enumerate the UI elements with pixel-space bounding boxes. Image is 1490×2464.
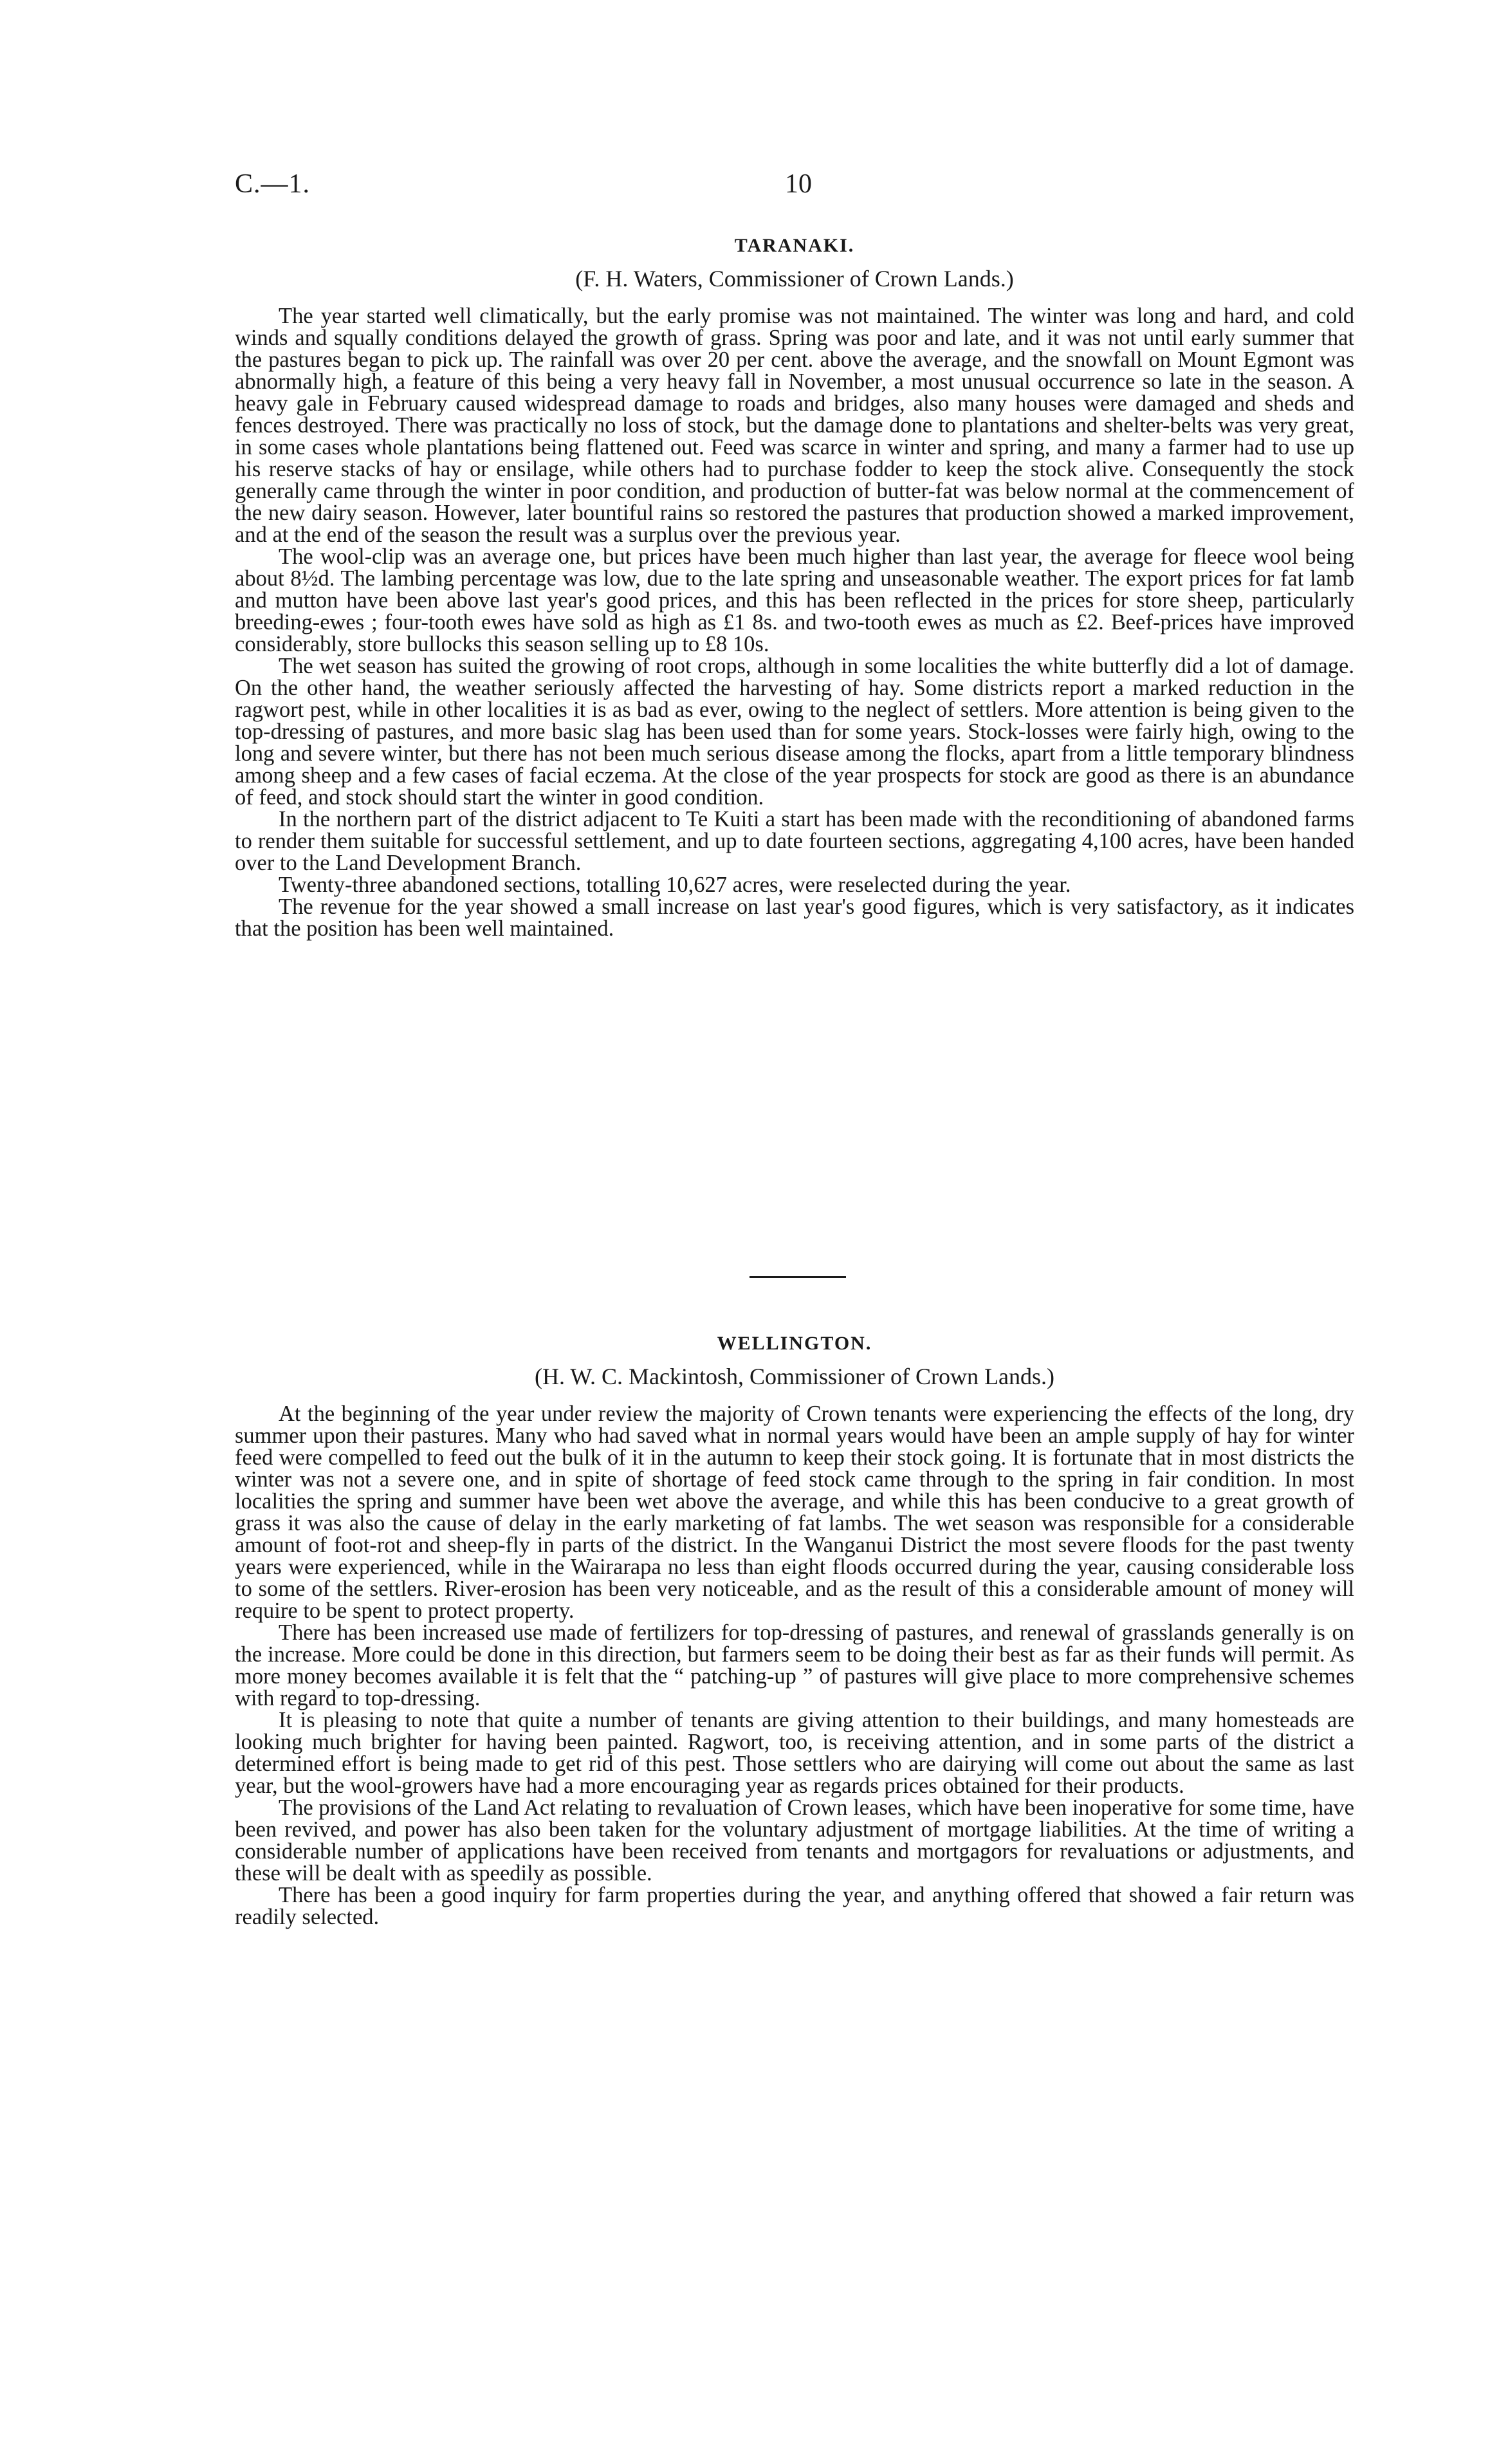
- paragraph: There has been a good inquiry for farm properties during the year, and anything offered that showed a fair return was readily selected.: [235, 1883, 1354, 1929]
- document-reference: C.—1.: [235, 169, 311, 199]
- section-taranaki: [235, 233, 1354, 940]
- paragraph: The wet season has suited the growing of root crops, although in some localities the white butterfly did a lot of damage. On the other hand, the weather seriously affected the harvesting of hay. Some districts report a marked reduction in the ragwort pest, while in other localities it is as bad as ever, owing to the neglect of settlers. More attention is being given to the top-dressing of pastures, and more basic slag has been used than for some years. Stock-losses were fairly high, owing to the long and severe winter, but there has not been much serious disease among the flocks, apart from a little temporary blindness among sheep and a few cases of facial eczema. At the close of the year prospects for stock are good as there is an abundance of feed, and stock should start the winter in good condition.: [235, 654, 1354, 810]
- commissioner-line: (F. H. Waters, Commissioner of Crown Lands.): [575, 266, 1014, 292]
- commissioner-line: (H. W. C. Mackintosh, Commissioner of Crown Lands.): [535, 1364, 1054, 1389]
- page-number: 10: [785, 169, 812, 199]
- paragraph: It is pleasing to note that quite a number of tenants are giving attention to their buildings, and many homesteads are looking much brighter for having been painted. Ragwort, too, is receiving attention, and in some parts of the district a determined effort is being made to get rid of this pest. Those settlers who are dairying will come out about the same as last year, but the wool-growers have had a more encouraging year as regards prices obtained for their products.: [235, 1708, 1354, 1798]
- section-divider: [750, 1276, 846, 1278]
- paragraph: The year started well climatically, but the early promise was not maintained. The winter was long and hard, and cold winds and squally conditions delayed the growth of grass. Spring was poor and late, and it was not until early summer that the pastures began to pick up. The rainfall was over 20 per cent. above the average, and the snowfall on Mount Egmont was abnormally high, a feature of this being a very heavy fall in November, a most unusual occurrence so late in the season. A heavy gale in February caused widespread damage to roads and bridges, also many houses were damaged and sheds and fences destroyed. There was practically no loss of stock, but the damage done to plantations and shelter-belts was very great, in some cases whole plantations being flattened out. Feed was scarce in winter and spring, and many a farmer had to use up his reserve stacks of hay or ensilage, while others had to purchase fodder to keep the stock alive. Consequently the stock generally came through the winter in poor condition, and production of butter-fat was below normal at the commencement of the new dairy season. However, later bountiful rains so restored the pastures that production showed a marked improvement, and at the end of the season the result was a surplus over the previous year.: [235, 304, 1354, 547]
- paragraph: The revenue for the year showed a small increase on last year's good figures, which is very satisfactory, as it indicates that the position has been well maintained.: [235, 894, 1354, 941]
- paragraph: The wool-clip was an average one, but prices have been much higher than last year, the average for fleece wool being about 8½d. The lambing percentage was low, due to the late spring and unseasonable weather. The export prices for fat lamb and mutton have been above last year's good prices, and this has been reflected in the prices for store sheep, particularly breeding-ewes ; four-tooth ewes have sold as high as £1 8s. and two-tooth ewes as much as £2. Beef-prices have improved considerably, store bullocks this season selling up to £8 10s.: [235, 544, 1354, 656]
- paragraph: In the northern part of the district adjacent to Te Kuiti a start has been made with the reconditioning of abandoned farms to render them suitable for successful settlement, and up to date fourteen sections, aggregating 4,100 acres, have been handed over to the Land Development Branch.: [235, 807, 1354, 875]
- section-title: WELLINGTON.: [717, 1333, 872, 1354]
- paragraph: The provisions of the Land Act relating to revaluation of Crown leases, which have been inoperative for some time, have been revived, and power has also been taken for the voluntary adjustment of mortgage liabilities. At the time of writing a considerable number of applications have been received from tenants and mortgagors for revaluations or adjustments, and these will be dealt with as speedily as possible.: [235, 1795, 1354, 1885]
- section-wellington: [235, 1331, 1354, 1928]
- paragraph: Twenty-three abandoned sections, totalling 10,627 acres, were reselected during the year.: [279, 873, 1071, 897]
- paragraph: At the beginning of the year under review the majority of Crown tenants were experiencing the effects of the long, dry summer upon their pastures. Many who had saved what in normal years would have been an ample supply of hay for winter feed were compelled to feed out the bulk of it in the autumn to keep their stock going. It is fortunate that in most districts the winter was not a severe one, and in spite of shortage of feed stock came through to the spring in fair condition. In most localities the spring and summer have been wet above the average, and while this has been conducive to a great growth of grass it was also the cause of delay in the early marketing of fat lambs. The wet season was responsible for a considerable amount of foot-rot and sheep-fly in parts of the district. In the Wanganui District the most severe floods for the past twenty years were experienced, while in the Wairarapa no less than eight floods occurred during the year, causing considerable loss to some of the settlers. River-erosion has been very noticeable, and as the result of this a considerable amount of money will require to be spent to protect property.: [235, 1402, 1354, 1623]
- paragraph: There has been increased use made of fertilizers for top-dressing of pastures, and renewal of grasslands generally is on the increase. More could be done in this direction, but farmers seem to be doing their best as far as their funds will permit. As more money becomes available it is felt that the “ patching-up ” of pastures will give place to more comprehensive schemes with regard to top-dressing.: [235, 1620, 1354, 1710]
- page-header: [235, 169, 1354, 207]
- section-title: TARANAKI.: [734, 235, 855, 256]
